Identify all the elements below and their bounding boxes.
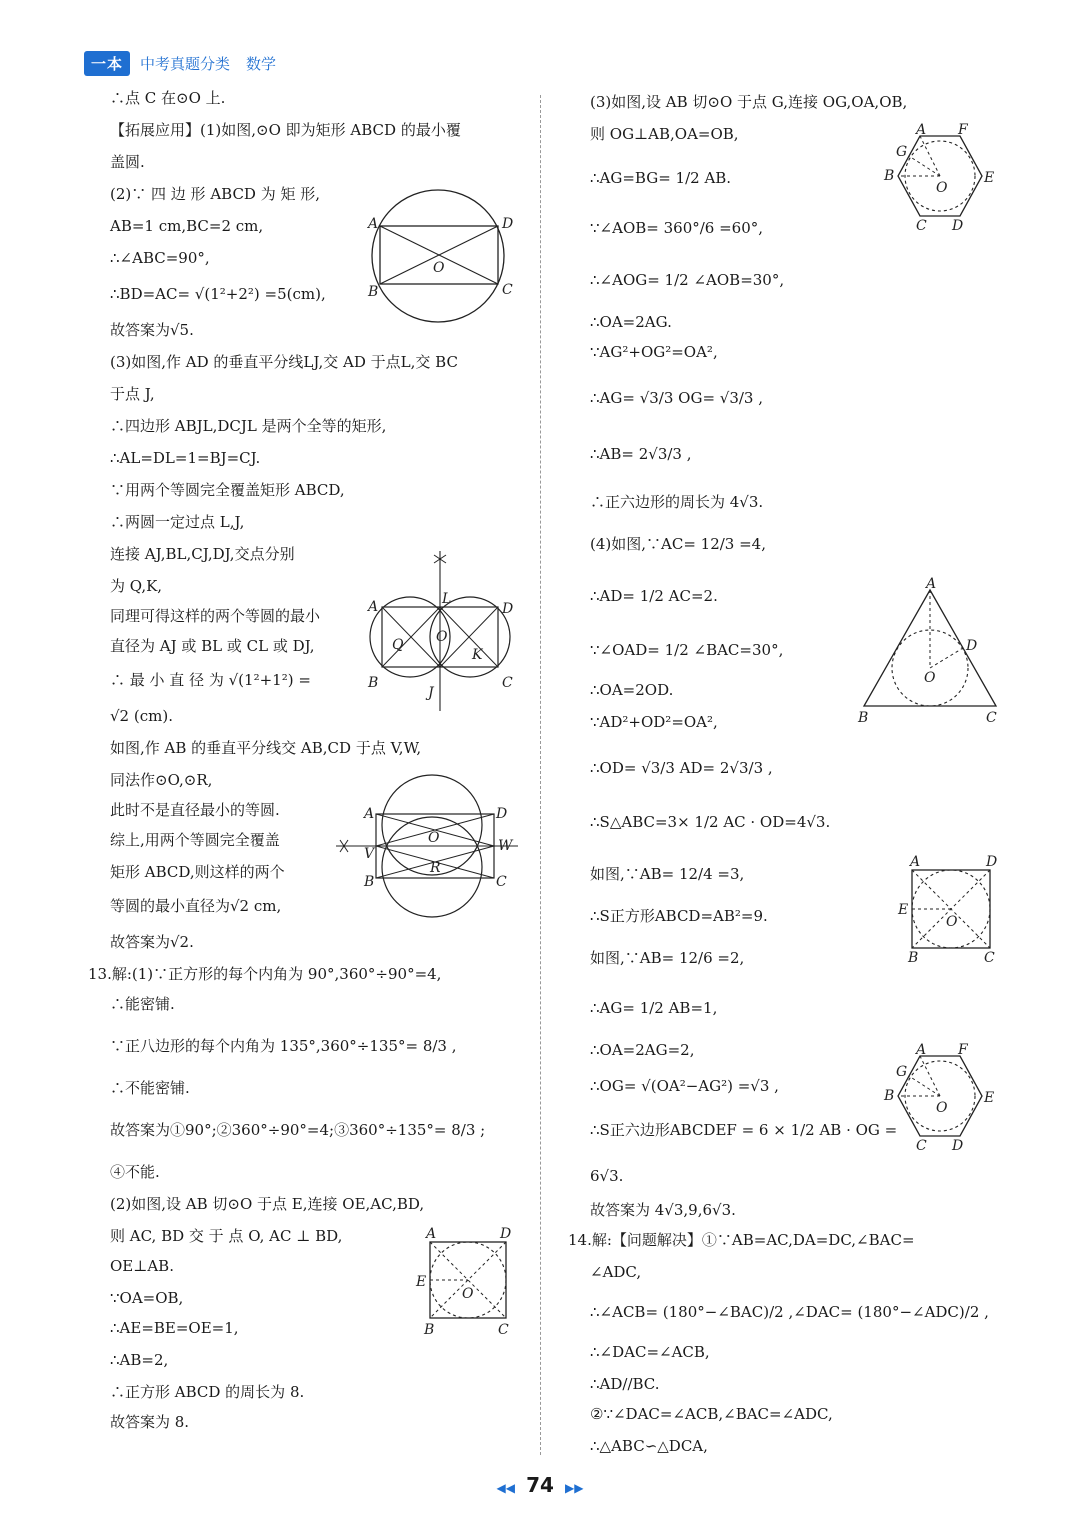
label-B: B: [368, 675, 379, 691]
label-V: V: [364, 846, 375, 862]
label-C: C: [502, 675, 513, 691]
next-arrows-icon: ▶▶: [565, 1481, 584, 1495]
text-line: 6√3.: [590, 1167, 624, 1185]
text-line: ∵AD²+OD²=OA²,: [590, 713, 718, 731]
label-C: C: [496, 874, 507, 890]
label-C: C: [916, 218, 927, 232]
text-line: ∴点 C 在⊙O 上.: [110, 89, 226, 107]
text-line: 如图,∵AB= 12/6 =2,: [590, 949, 745, 967]
text-line: ∴OA=2AG.: [590, 313, 672, 331]
text-line: 如图,作 AB 的垂直平分线交 AB,CD 于点 V,W,: [110, 739, 422, 757]
square-inscribed-circle-figure-right: [896, 852, 1006, 968]
label-A: A: [368, 599, 379, 615]
page-footer: [0, 1473, 1080, 1497]
text-line: 于点 J,: [110, 385, 155, 403]
text-line: 连接 AJ,BL,CJ,DJ,交点分别: [110, 545, 295, 563]
label-G: G: [896, 1064, 908, 1080]
text-line: ∴S正方形ABCD=AB²=9.: [590, 907, 768, 925]
text-line: ∴∠AOG= 1/2 ∠AOB=30°,: [590, 271, 785, 289]
text-line: 则 OG⊥AB,OA=OB,: [590, 125, 739, 143]
label-D: D: [966, 638, 978, 654]
label-O: O: [936, 180, 948, 196]
label-E: E: [984, 170, 995, 186]
text-line: ④不能.: [110, 1163, 160, 1181]
text-line: (2)如图,设 AB 切⊙O 于点 E,连接 OE,AC,BD,: [110, 1195, 425, 1213]
label-C: C: [502, 282, 513, 298]
text-line: ∴AB=2,: [110, 1351, 169, 1369]
label-A: A: [364, 806, 375, 822]
text-line: ∴△ABC∽△DCA,: [590, 1437, 708, 1455]
text-line: (2)∵ 四 边 形 ABCD 为 矩 形,: [110, 185, 321, 203]
text-line: ∴AG= √3/3 OG= √3/3 ,: [590, 389, 764, 407]
text-line: 矩形 ABCD,则这样的两个: [110, 863, 285, 881]
text-line: ∵∠AOB= 360°/6 =60°,: [590, 219, 764, 237]
text-line: ∠ADC,: [590, 1263, 642, 1281]
text-line: ∴OD= √3/3 AD= 2√3/3 ,: [590, 759, 773, 777]
text-line: ∴ 最 小 直 径 为 √(1²+1²) =: [110, 671, 311, 689]
text-line: ∴AE=BE=OE=1,: [110, 1319, 239, 1337]
text-line: ∴OA=2OD.: [590, 681, 674, 699]
text-line: 则 AC, BD 交 于 点 O, AC ⊥ BD,: [110, 1227, 343, 1245]
text-line: ∵用两个等圆完全覆盖矩形 ABCD,: [110, 481, 345, 499]
label-A: A: [916, 1042, 927, 1058]
label-E: E: [984, 1090, 995, 1106]
label-O: O: [428, 830, 440, 846]
label-A: A: [368, 216, 379, 232]
label-B: B: [858, 710, 869, 724]
subject-label: 数学: [246, 54, 277, 73]
text-line: 直径为 AJ 或 BL 或 CL 或 DJ,: [110, 637, 315, 655]
text-line: 故答案为 8.: [110, 1413, 190, 1431]
label-E: E: [416, 1274, 427, 1290]
text-line: 同法作⊙O,⊙R,: [110, 771, 213, 789]
text-line: ∴AB= 2√3/3 ,: [590, 445, 692, 463]
label-G: G: [896, 144, 908, 160]
text-line: √2 (cm).: [110, 707, 173, 725]
label-D: D: [500, 1226, 512, 1242]
label-O: O: [924, 670, 936, 686]
label-A: A: [910, 854, 921, 870]
text-line: 此时不是直径最小的等圆.: [110, 801, 280, 819]
two-circles-LJ-figure: [364, 545, 520, 715]
label-O: O: [946, 914, 958, 930]
label-O: O: [936, 1100, 948, 1116]
text-line: 【拓展应用】(1)如图,⊙O 即为矩形 ABCD 的最小覆: [110, 121, 461, 139]
text-line: ∵正八边形的每个内角为 135°,360°÷135°= 8/3 ,: [110, 1037, 457, 1055]
text-line: AB=1 cm,BC=2 cm,: [110, 217, 264, 235]
page-number: 74: [526, 1473, 554, 1497]
text-line: 故答案为√5.: [110, 321, 194, 339]
label-A: A: [926, 576, 937, 592]
text-line: ∴正六边形的周长为 4√3.: [590, 493, 764, 511]
label-A: A: [916, 122, 927, 138]
label-E: E: [898, 902, 909, 918]
text-line: ∴两圆一定过点 L,J,: [110, 513, 245, 531]
book-title: 中考真题分类: [140, 54, 231, 73]
label-R: R: [430, 860, 441, 876]
text-line: 为 Q,K,: [110, 577, 163, 595]
text-line: OE⊥AB.: [110, 1257, 174, 1275]
label-F: F: [958, 122, 968, 138]
square-inscribed-circle-figure-left: [410, 1224, 520, 1340]
label-C: C: [986, 710, 997, 724]
label-K: K: [472, 647, 483, 663]
text-line: 综上,用两个等圆完全覆盖: [110, 831, 280, 849]
text-line: (4)如图,∵AC= 12/3 =4,: [590, 535, 766, 553]
label-D: D: [502, 601, 514, 617]
text-line: ∴AD//BC.: [590, 1375, 660, 1393]
label-B: B: [884, 168, 895, 184]
hexagon-inscribed-circle-figure-bottom: [880, 1042, 1000, 1154]
text-line: ∴四边形 ABJL,DCJL 是两个全等的矩形,: [110, 417, 387, 435]
text-line: ∴AG=BG= 1/2 AB.: [590, 169, 732, 187]
column-divider: [540, 95, 541, 1455]
text-line: 故答案为 4√3,9,6√3.: [590, 1201, 736, 1219]
text-line: ∴∠ACB= (180°−∠BAC)/2 ,∠DAC= (180°−∠ADC)/2 ,: [590, 1303, 989, 1321]
label-C: C: [984, 950, 995, 966]
text-line: ∴能密铺.: [110, 995, 175, 1013]
label-B: B: [424, 1322, 435, 1338]
text-line: 同理可得这样的两个等圆的最小: [110, 607, 321, 625]
label-D: D: [496, 806, 508, 822]
text-line: 等圆的最小直径为√2 cm,: [110, 897, 282, 915]
text-line: ∴BD=AC= √(1²+2²) =5(cm),: [110, 285, 326, 303]
text-line: (3)如图,作 AD 的垂直平分线LJ,交 AD 于点L,交 BC: [110, 353, 458, 371]
label-J: J: [428, 685, 434, 701]
text-line: ∴不能密铺.: [110, 1079, 190, 1097]
hexagon-inscribed-circle-figure-top: [880, 122, 1000, 232]
text-line: 13.解:(1)∵正方形的每个内角为 90°,360°÷90°=4,: [88, 965, 442, 983]
label-B: B: [368, 284, 379, 300]
text-line: ∵∠OAD= 1/2 ∠BAC=30°,: [590, 641, 784, 659]
label-D: D: [952, 218, 964, 232]
text-line: 14.解:【问题解决】①∵AB=AC,DA=DC,∠BAC=: [568, 1231, 915, 1249]
text-line: ∴∠ABC=90°,: [110, 249, 210, 267]
label-D: D: [986, 854, 998, 870]
label-F: F: [958, 1042, 968, 1058]
label-B: B: [364, 874, 375, 890]
text-line: ∴AL=DL=1=BJ=CJ.: [110, 449, 261, 467]
label-O: O: [436, 629, 448, 645]
text-line: ∴S△ABC=3× 1/2 AC · OD=4√3.: [590, 813, 831, 831]
label-W: W: [498, 838, 513, 854]
rectangle-covering-circle-figure: [366, 186, 518, 326]
page-header: [84, 50, 276, 76]
text-line: ∴AG= 1/2 AB=1,: [590, 999, 718, 1017]
text-line: ∵OA=OB,: [110, 1289, 184, 1307]
label-D: D: [952, 1138, 964, 1154]
text-line: ∴AD= 1/2 AC=2.: [590, 587, 718, 605]
text-line: 故答案为①90°;②360°÷90°=4;③360°÷135°= 8/3 ;: [110, 1121, 486, 1139]
label-D: D: [502, 216, 514, 232]
text-line: ∴S正六边形ABCDEF = 6 × 1/2 AB · OG =: [590, 1121, 898, 1139]
text-line: ∴正方形 ABCD 的周长为 8.: [110, 1383, 305, 1401]
label-A: A: [426, 1226, 437, 1242]
text-line: (3)如图,设 AB 切⊙O 于点 G,连接 OG,OA,OB,: [590, 93, 908, 111]
label-B: B: [884, 1088, 895, 1104]
text-line: 故答案为√2.: [110, 933, 194, 951]
label-C: C: [498, 1322, 509, 1338]
text-line: ∴OG= √(OA²−AG²) =√3 ,: [590, 1077, 779, 1095]
text-line: ∴∠DAC=∠ACB,: [590, 1343, 710, 1361]
two-circles-VW-figure: [330, 770, 520, 922]
text-line: ∵AG²+OG²=OA²,: [590, 343, 718, 361]
text-line: ②∵∠DAC=∠ACB,∠BAC=∠ADC,: [590, 1405, 833, 1423]
text-line: ∴OA=2AG=2,: [590, 1041, 695, 1059]
text-line: 盖圆.: [110, 153, 145, 171]
label-Q: Q: [392, 637, 404, 653]
triangle-inscribed-circle-figure: [856, 574, 1006, 724]
prev-arrows-icon: ◀◀: [496, 1481, 515, 1495]
label-C: C: [916, 1138, 927, 1154]
label-B: B: [908, 950, 919, 966]
label-L: L: [442, 591, 452, 607]
label-O: O: [433, 260, 445, 276]
text-line: 如图,∵AB= 12/4 =3,: [590, 865, 745, 883]
brand-logo: 一本: [84, 51, 130, 76]
label-O: O: [462, 1286, 474, 1302]
